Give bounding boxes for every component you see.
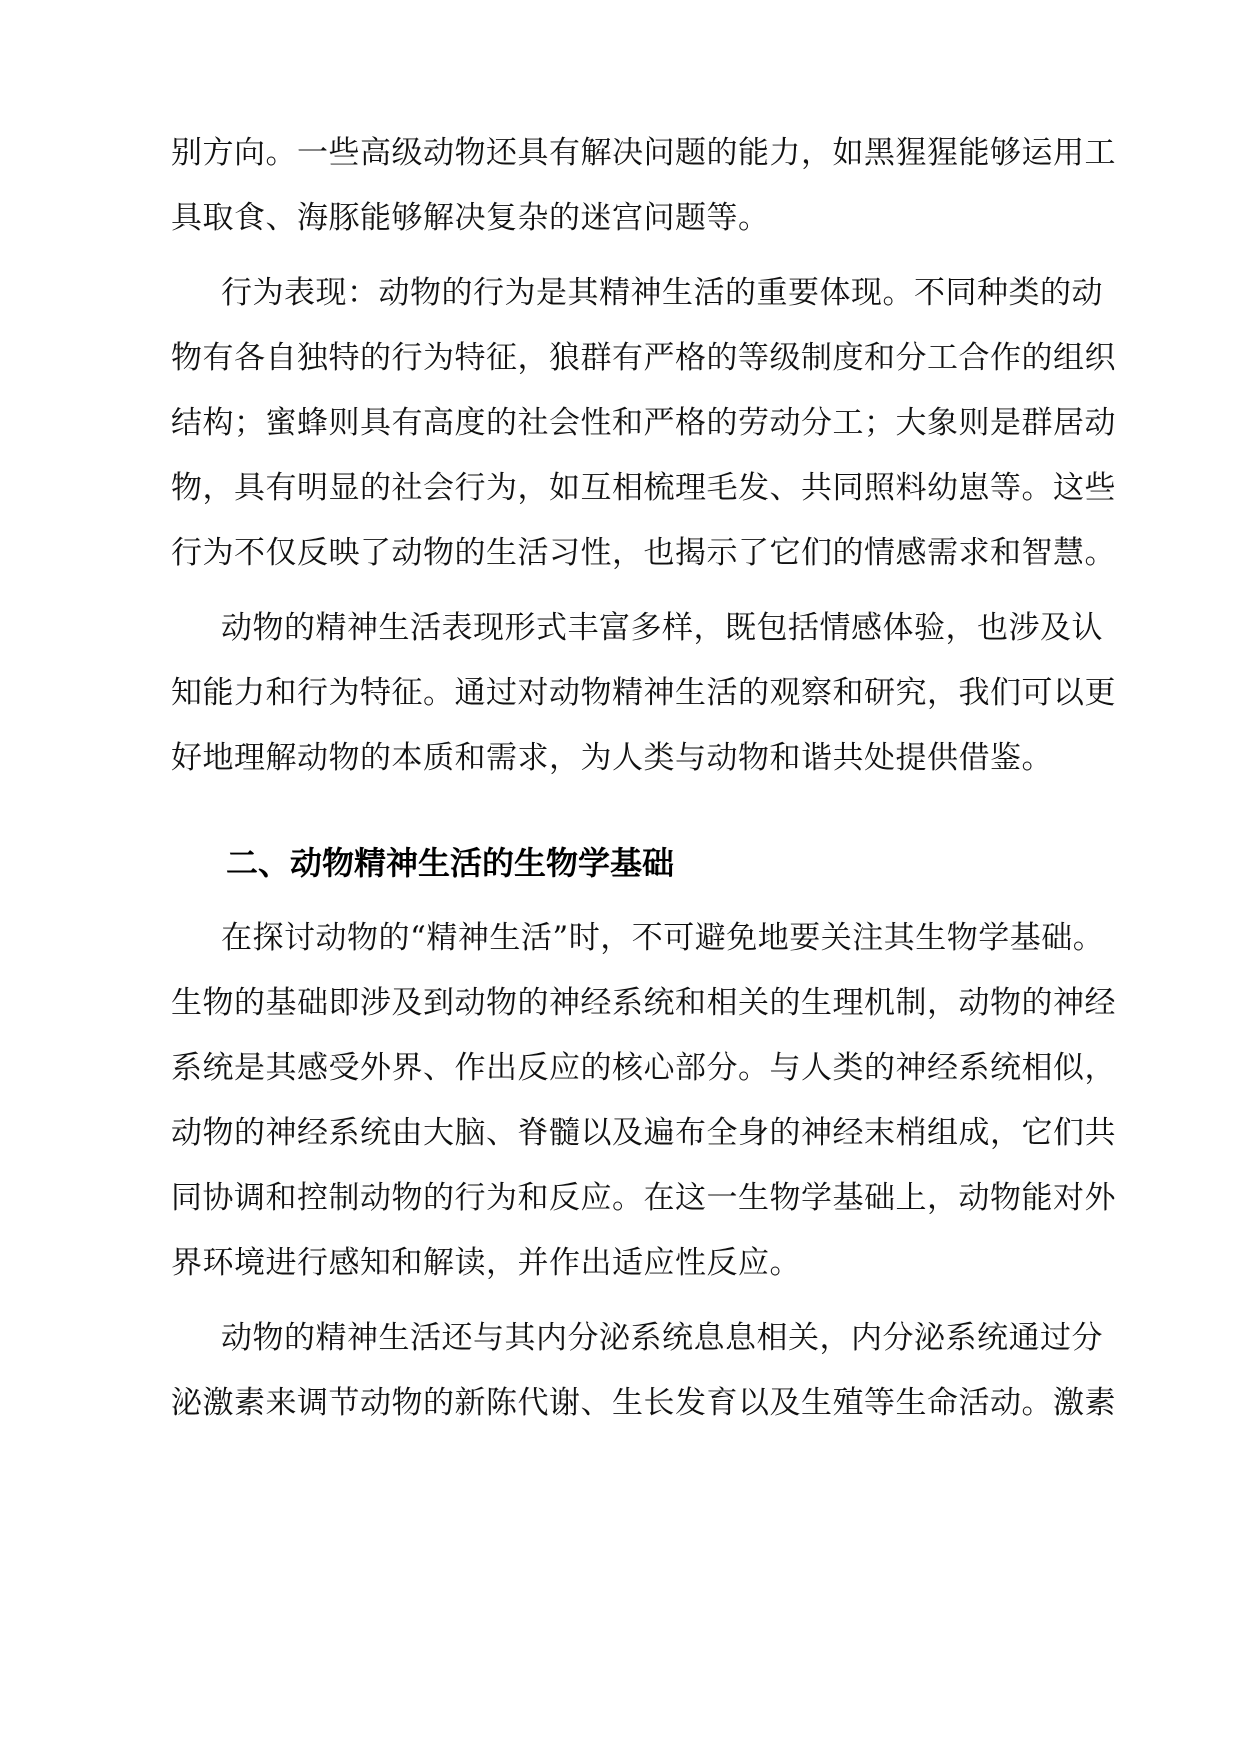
paragraph-line: 生物的基础即涉及到动物的神经系统和相关的生理机制，动物的神经: [171, 985, 1116, 1021]
paragraph-line: 结构；蜜蜂则具有高度的社会性和严格的劳动分工；大象则是群居动: [171, 405, 1116, 441]
paragraph-line: 同协调和控制动物的行为和反应。在这一生物学基础上，动物能对外: [171, 1180, 1116, 1216]
paragraph-line: 行为不仅反映了动物的生活习性，也揭示了它们的情感需求和智慧。: [171, 535, 1116, 571]
paragraph-line: 界环境进行感知和解读，并作出适应性反应。: [171, 1245, 801, 1281]
paragraph-line: 行为表现：动物的行为是其精神生活的重要体现。不同种类的动: [221, 275, 1103, 311]
paragraph-line: 动物的精神生活还与其内分泌系统息息相关，内分泌系统通过分: [221, 1320, 1103, 1356]
paragraph-line: 知能力和行为特征。通过对动物精神生活的观察和研究，我们可以更: [171, 675, 1116, 711]
paragraph-line: 好地理解动物的本质和需求，为人类与动物和谐共处提供借鉴。: [171, 740, 1053, 776]
paragraph-line: 动物的神经系统由大脑、脊髓以及遍布全身的神经末梢组成，它们共: [171, 1115, 1116, 1151]
section-heading: 二、动物精神生活的生物学基础: [226, 844, 675, 882]
paragraph-line: 系统是其感受外界、作出反应的核心部分。与人类的神经系统相似，: [171, 1050, 1116, 1086]
paragraph-line: 动物的精神生活表现形式丰富多样，既包括情感体验，也涉及认: [221, 610, 1103, 646]
paragraph-line: 具取食、海豚能够解决复杂的迷宫问题等。: [171, 200, 770, 236]
paragraph-line: 物有各自独特的行为特征，狼群有严格的等级制度和分工合作的组织: [171, 340, 1116, 376]
paragraph-line: 别方向。一些高级动物还具有解决问题的能力，如黑猩猩能够运用工: [171, 135, 1116, 171]
paragraph-line: 在探讨动物的“精神生活”时，不可避免地要关注其生物学基础。: [221, 920, 1105, 956]
paragraph-line: 泌激素来调节动物的新陈代谢、生长发育以及生殖等生命活动。激素: [171, 1385, 1116, 1421]
paragraph-line: 物，具有明显的社会行为，如互相梳理毛发、共同照料幼崽等。这些: [171, 470, 1116, 506]
